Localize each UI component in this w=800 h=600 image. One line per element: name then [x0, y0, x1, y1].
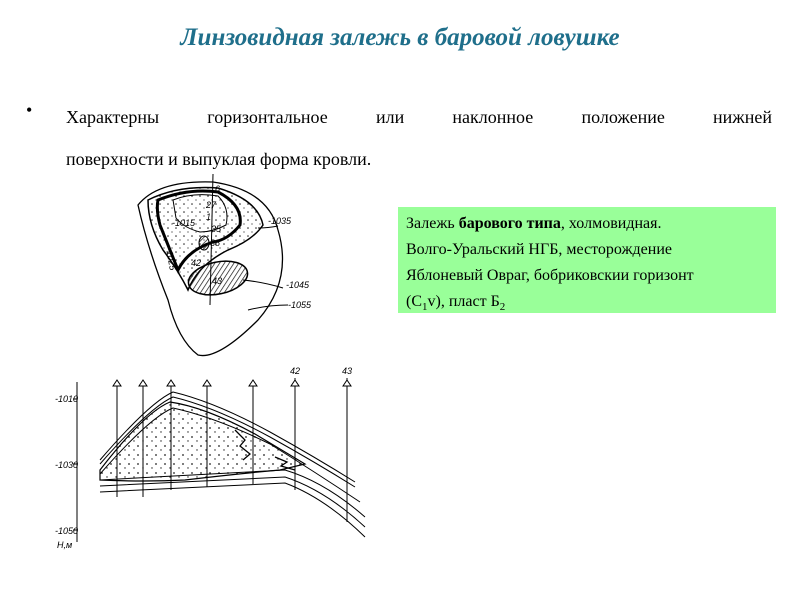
map-well-label: 27 — [206, 200, 217, 210]
small-lens — [199, 236, 209, 250]
map-well-label: 6 — [215, 184, 221, 194]
bullet-item — [26, 96, 772, 180]
map-well-label: 35 — [211, 224, 222, 234]
depth-label: -1010 — [55, 394, 79, 404]
section-well-label: 42 — [290, 366, 301, 376]
map-contour-label: -1025 — [164, 246, 178, 272]
callout-line-4: $(C_1v)$, пласт $Б_2$ — [406, 293, 506, 314]
map-well-label: 42 — [191, 258, 202, 268]
section-well-label: 43 — [342, 366, 353, 376]
map-contour-label: -1045 — [286, 280, 310, 290]
slide-title: Линзовидная залежь в баровой ловушке — [180, 24, 620, 51]
structure-map-diagram — [118, 170, 338, 360]
bullet-line-1: Характерны горизонтальное или наклонное положение нижней — [66, 107, 772, 127]
contour-1045 — [243, 280, 283, 288]
cross-section-diagram — [55, 362, 375, 562]
map-well-label: 38 — [210, 238, 221, 248]
depth-label: -1030 — [55, 460, 79, 470]
map-well-label: 1 — [206, 212, 212, 222]
callout-line-2: Волго-Уральский НГБ, месторождение — [406, 241, 673, 258]
map-contour-label: -1035 — [268, 216, 292, 226]
bullet-dot-icon: • — [26, 100, 33, 120]
bullet-line-2: поверхности и выпуклая форма кровли. — [66, 149, 372, 169]
depth-label: -1050 — [55, 526, 79, 536]
map-well-label: 43 — [212, 276, 223, 286]
map-contour-label: -1015 — [172, 218, 196, 228]
bullet-text — [66, 96, 772, 180]
callout-line-1: Залежь барового типа, холмовидная. — [406, 215, 662, 232]
callout-box — [398, 207, 776, 313]
callout-line-3: Яблоневый Овраг, бобриковскии горизонт — [406, 267, 694, 284]
map-contour-label: -1055 — [288, 300, 312, 310]
depth-unit-label: H,м — [57, 540, 73, 550]
